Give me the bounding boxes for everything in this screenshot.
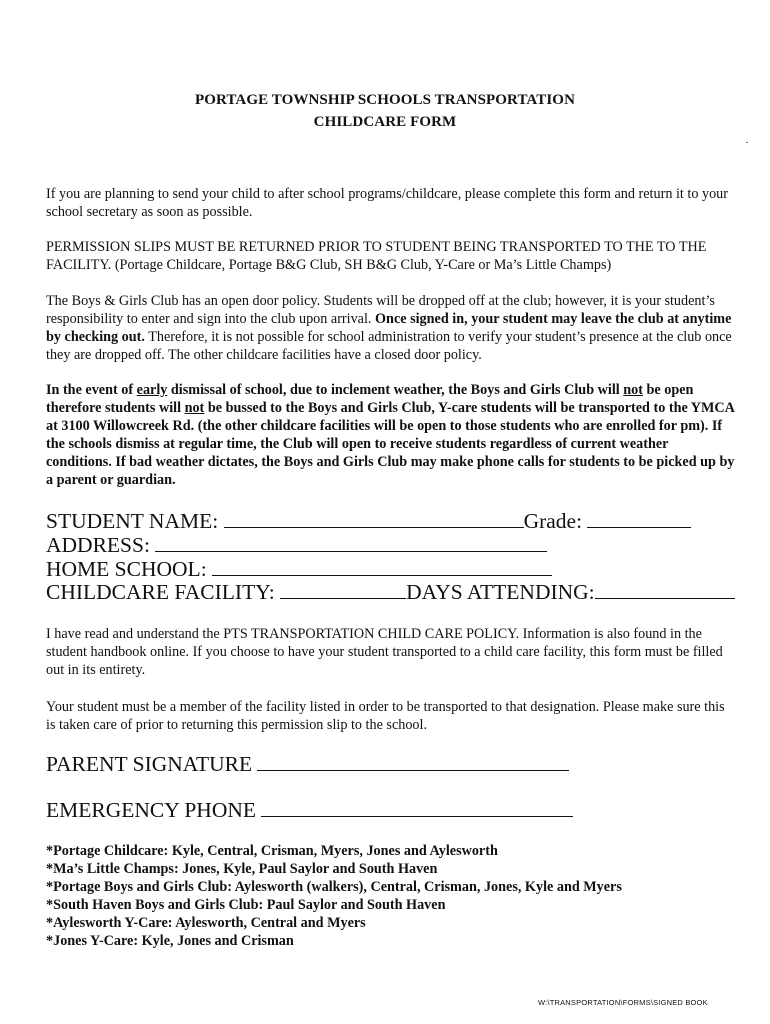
facility-item: *South Haven Boys and Girls Club: Paul Saylor and South Haven [46,897,446,913]
parent-signature-label: PARENT SIGNATURE [46,752,253,776]
address-row [46,533,547,557]
address-field[interactable] [155,533,547,552]
childcare-facility-field[interactable] [280,580,406,599]
facility-item: *Portage Childcare: Kyle, Central, Crisman, Myers, Jones and Aylesworth [46,843,498,859]
weather-early: early [136,382,168,398]
facility-item: *Portage Boys and Girls Club: Aylesworth (walkers), Central, Crisman, Jones, Kyle and Myers [46,879,622,895]
membership-paragraph: Your student must be a member of the facility listed in order to be transported to that designation. Please make sure this is taken care of prior to returning this permission slip to the school. [46,699,725,733]
days-attending-label: DAYS ATTENDING: [406,580,595,604]
facility-item: *Aylesworth Y-Care: Aylesworth, Central and Myers [46,915,366,931]
form-title: PORTAGE TOWNSHIP SCHOOLS TRANSPORTATION [194,92,575,108]
policy-paragraph: I have read and understand the PTS TRANSPORTATION CHILD CARE POLICY. Information is also found in the student handbook online. If you choose to have your student transported to a child care facility, this form must be filled out in its entirety. [46,626,723,678]
emergency-phone-field[interactable] [261,798,573,817]
open-door-text-bold: Once signed in, your student may leave the club at anytime by checking out. [46,311,732,345]
facility-list [46,842,622,950]
grade-field[interactable] [587,509,691,528]
scan-mark [746,142,748,143]
weather-not-2: not [184,400,205,416]
facility-item: *Ma’s Little Champs: Jones, Kyle, Paul Saylor and South Haven [46,861,438,877]
address-label: ADDRESS: [46,533,150,557]
weather-not-1: not [623,382,643,398]
weather-text-c: be open therefore students will [46,382,694,416]
home-school-field[interactable] [212,557,552,576]
parent-signature-row [46,752,569,776]
student-name-field[interactable] [224,509,524,528]
weather-paragraph [46,381,736,489]
form-subtitle: CHILDCARE FORM [313,114,457,130]
open-door-text-a: The Boys & Girls Club has an open door policy. Students will be dropped off at the club; however, it is your student’s responsibility to enter and sign into the club upon arrival. [46,293,715,327]
student-name-row [46,509,691,533]
home-school-row [46,557,552,581]
emergency-phone-row [46,798,573,822]
weather-text-b: dismissal of school, due to inclement weather, the Boys and Girls Club will [167,382,624,398]
parent-signature-field[interactable] [257,752,569,771]
childcare-facility-label: CHILDCARE FACILITY: [46,580,275,604]
weather-text-d: be bussed to the Boys and Girls Club, Y-care students will be transported to the YMCA at 3100 Willowcreek Rd. (the other childcare facilities will be open to those students who are enrolled for pm). If the schools dismiss at regular time, the Club will open to receive students regardless of current weather conditions. If bad weather dictates, the Boys and Girls Club may make phone calls for students to be picked up by a parent or guardian. [46,400,735,488]
intro-paragraph: If you are planning to send your child to after school programs/childcare, please complete this form and return it to your school secretary as soon as possible. [46,186,728,220]
open-door-text-c: Therefore, it is not possible for school administration to verify your student’s presence at the club once they are dropped off. The other childcare facilities have a closed door policy. [46,329,732,363]
emergency-phone-label: EMERGENCY PHONE [46,798,257,822]
home-school-label: HOME SCHOOL: [46,557,207,581]
weather-text-a: In the event of [46,382,137,398]
facility-item: *Jones Y-Care: Kyle, Jones and Crisman [46,933,294,949]
days-attending-field[interactable] [595,580,735,599]
permission-paragraph: PERMISSION SLIPS MUST BE RETURNED PRIOR TO STUDENT BEING TRANSPORTED TO THE TO THE FACILITY. (Portage Childcare, Portage B&G Club, SH B&G Club, Y-Care or Ma’s Little Champs) [46,239,707,273]
open-door-paragraph [46,292,736,364]
grade-label: Grade: [523,509,583,533]
student-name-label: STUDENT NAME: [46,509,219,533]
file-path-footer: W:\TRANSPORTATION\FORMS\SIGNED BOOK [538,998,708,1007]
childcare-row [46,580,735,604]
